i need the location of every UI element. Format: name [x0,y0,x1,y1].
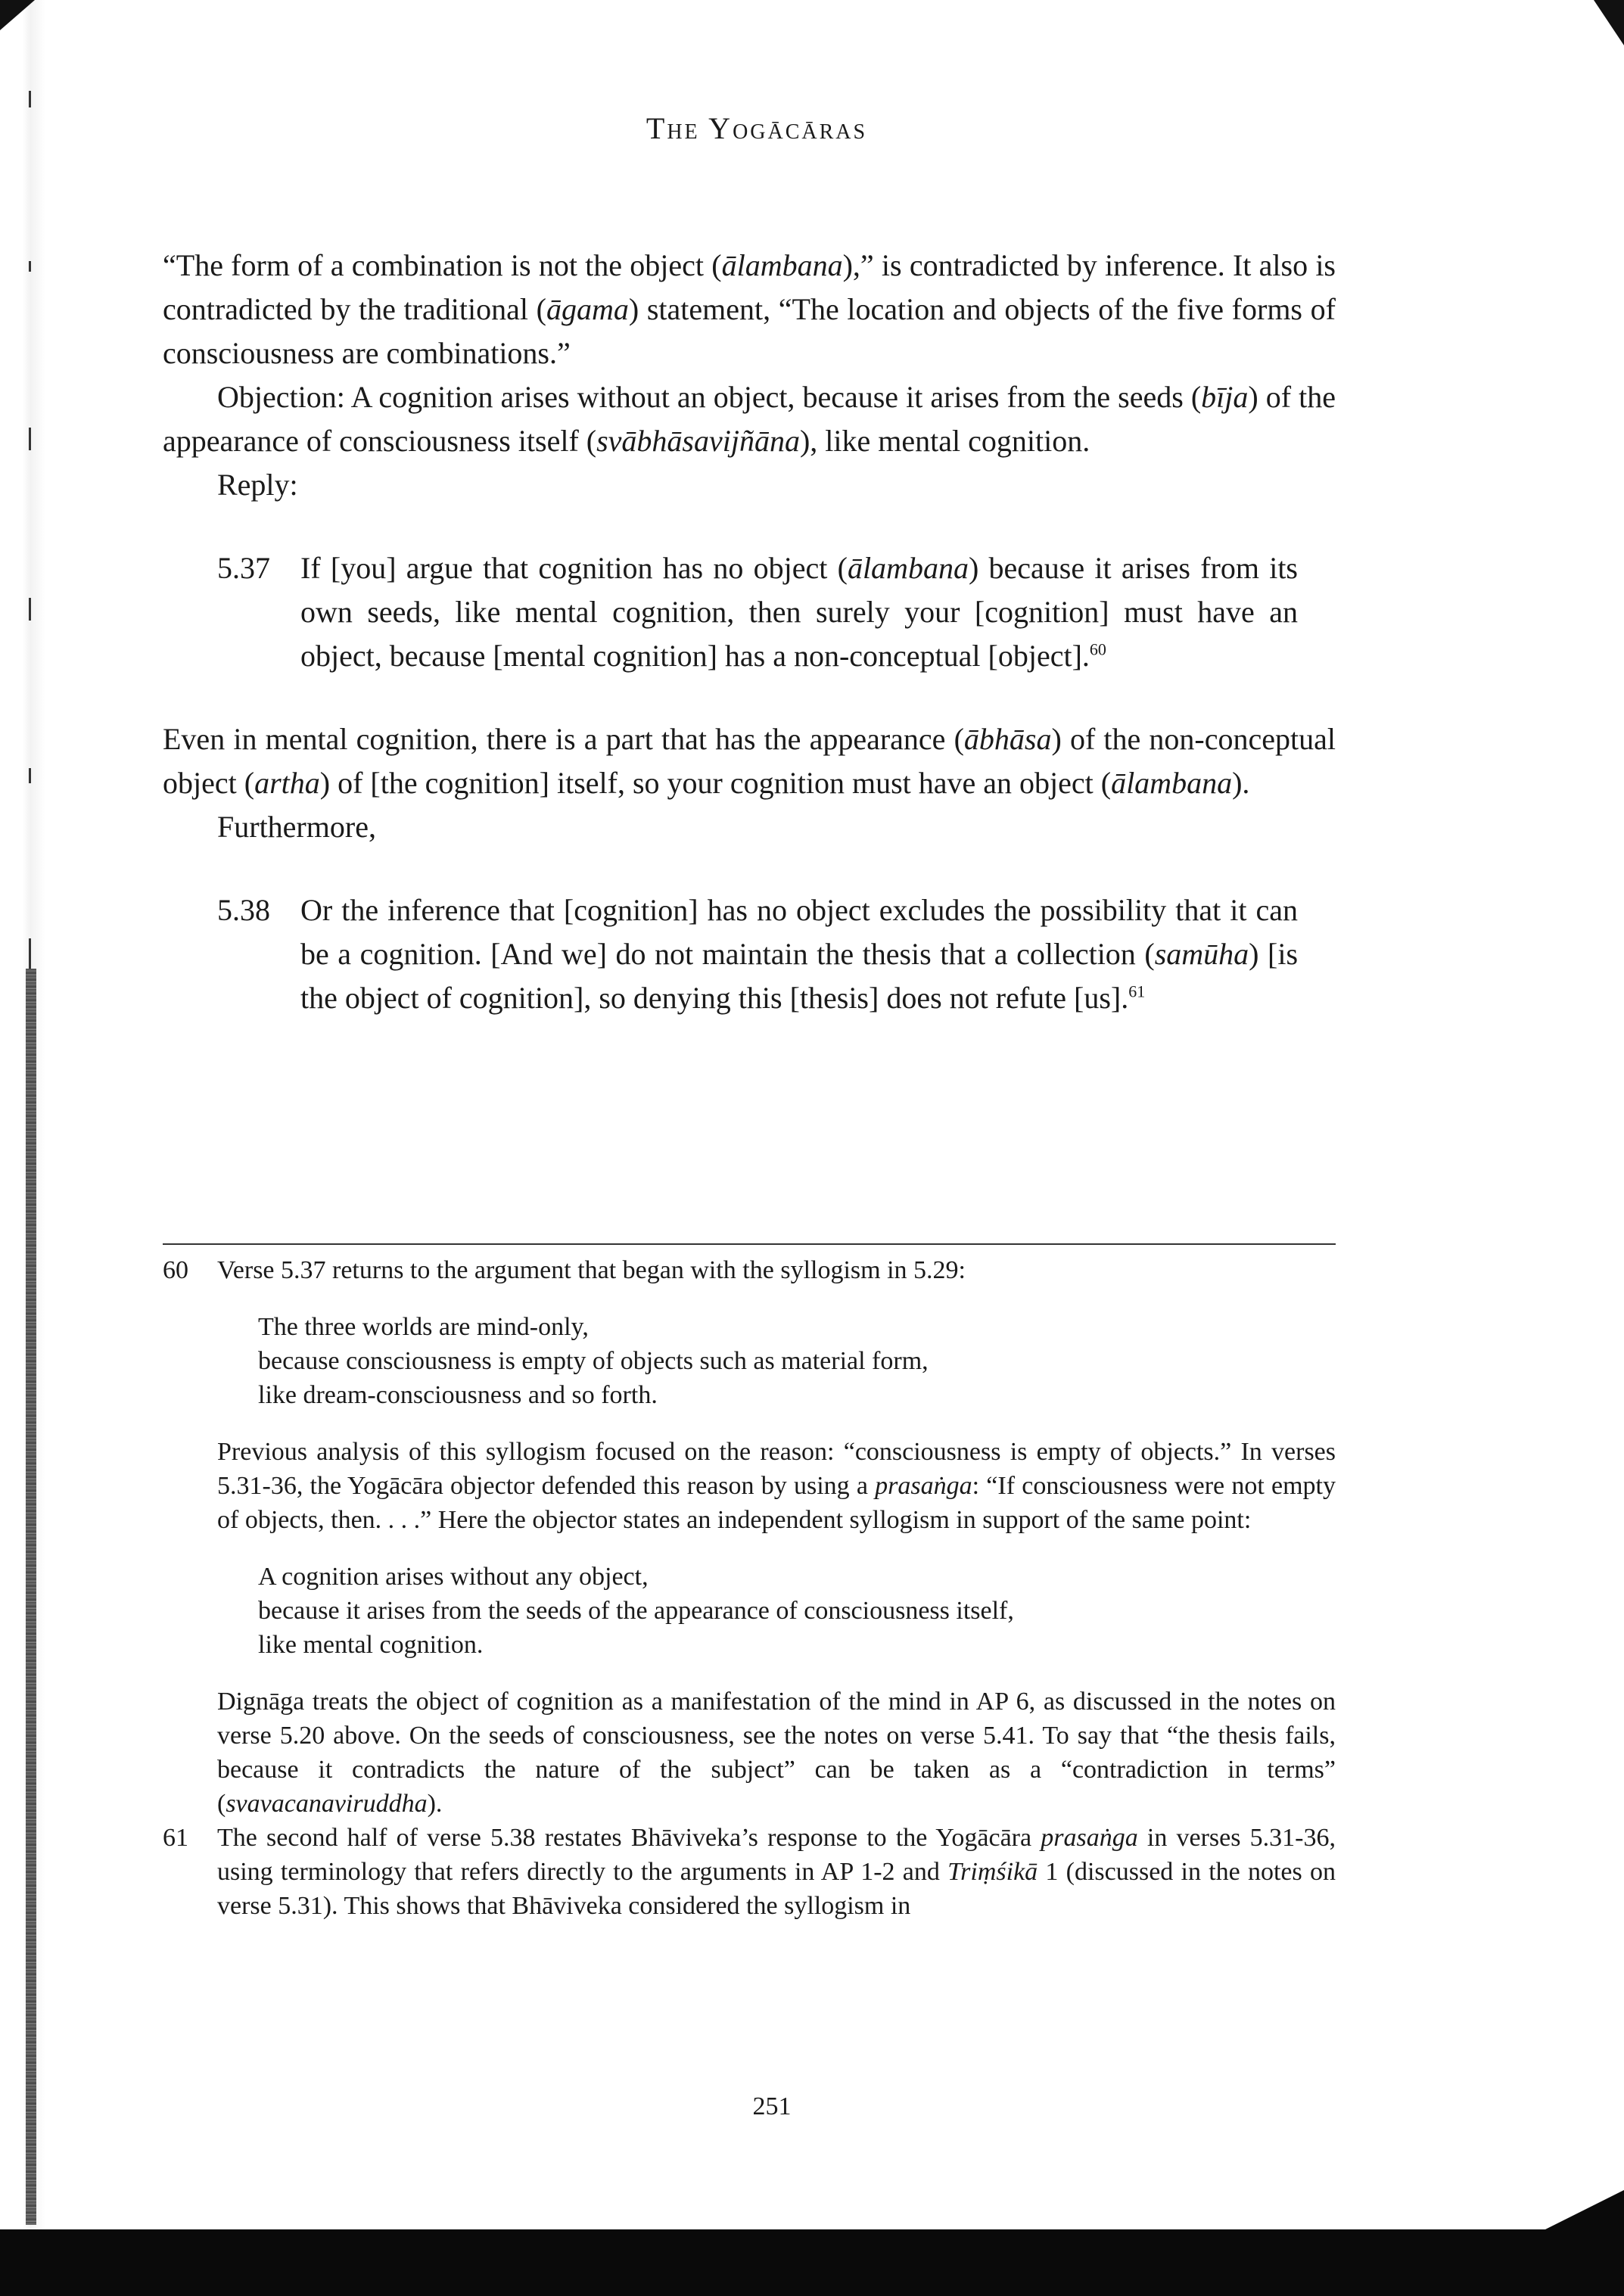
footnote-60 [163,1253,1336,1821]
syllogism-line: The three worlds are mind-only, [258,1313,589,1341]
verse-number: 5.37 [217,551,270,585]
running-head: The Yogācāras [646,111,868,145]
footnote-text: Dignāga treats the object of cognition as a manifestation of the mind in AP 6, as discussed in the notes on verse 5.20 above. On the seeds of consciousness, see the notes on verse 5.41. To say that “the thesis fails, because it contradicts the nature of the subject” can be taken as a “contradiction in terms” (svavacanaviruddha). [217,1688,1336,1818]
binding-shadow [26,969,36,2225]
paragraph-furthermore: Furthermore, [217,810,376,844]
syllogism-line: A cognition arises without any object, [258,1563,649,1591]
verse-number: 5.38 [217,893,270,927]
scan-mark [29,428,31,450]
scan-bottom-edge [0,2229,1624,2296]
paragraph: Even in mental cognition, there is a part that has the appearance (ābhāsa) of the non-conceptual object (artha) of [the cognition] itself, so your cognition must have an object (ālambana). [163,722,1336,800]
footnote-61 [163,1821,1336,1923]
footnote-text: Previous analysis of this syllogism focused on the reason: “consciousness is empty of objects.” In verses 5.31-36, the Yogācāra objector defended this reason by using a prasaṅga: “If consciousness were not empty of objects, then. . . .” Here the objector states an independent syllogism in support of the same point: [217,1438,1336,1534]
page-edge-shadow [0,0,45,2296]
scan-corner [1533,2190,1624,2235]
main-text [163,244,1336,1059]
page-number: 251 [752,2092,792,2120]
scan-mark [29,768,31,783]
scan-mark [29,598,31,621]
paragraph-reply: Reply: [217,468,298,502]
syllogism [258,1310,1336,1412]
footnotes [163,1253,1336,1923]
verse-5-37: 5.37 If [you] argue that cognition has no object (ālambana) because it arises from its own seeds, like mental cognition, then surely your [cognition] must have an object, because [mental cognition] has a non-conceptual [object].$^{60}$ [217,546,1298,678]
syllogism-line: like dream-consciousness and so forth. [258,1381,658,1409]
syllogism-line: like mental cognition. [258,1631,484,1659]
scan-corner [1594,0,1624,45]
footnote-text: The second half of verse 5.38 restates Bhāviveka’s response to the Yogācāra prasaṅga in verses 5.31-36, using terminology that refers directly to the arguments in AP 1-2 and Triṃśikā 1 (discussed in the notes on verse 5.31). This shows that Bhāviveka considered the syllogism in [217,1824,1336,1920]
paragraph-objection: Objection: A cognition arises without an object, because it arises from the seeds (bīja) of the appearance of consciousness itself (svābhāsavijñāna), like mental cognition. [163,380,1336,458]
footnote-text: Verse 5.37 returns to the argument that began with the syllogism in 5.29: [217,1256,966,1284]
footnote-number: 61 [163,1824,188,1852]
syllogism-line: because consciousness is empty of objects such as material form, [258,1347,929,1375]
syllogism [258,1560,1336,1662]
scan-mark [29,91,31,107]
footnote-ref-61[interactable]: 61 [1128,982,1146,1001]
scan-mark [29,938,31,969]
syllogism-line: because it arises from the seeds of the appearance of consciousness itself, [258,1597,1014,1625]
footnote-ref-60[interactable]: 60 [1089,639,1106,659]
scan-mark [29,261,31,272]
footnote-number: 60 [163,1256,188,1284]
footnote-rule [163,1243,1336,1245]
verse-5-38: 5.38 Or the inference that [cognition] has no object excludes the possibility that it can be a cognition. [And we] do not maintain the thesis that a collection (samūha) [is the object of cognition], so denying this [thesis] does not refute [us].$^{61}$ [217,888,1298,1020]
paragraph: “The form of a combination is not the object (ālambana),” is contradicted by inference. It also is contradicted by the traditional (āgama) statement, “The location and objects of the five forms of consciousness are combinations.” [163,248,1336,370]
scan-corner [0,0,35,30]
